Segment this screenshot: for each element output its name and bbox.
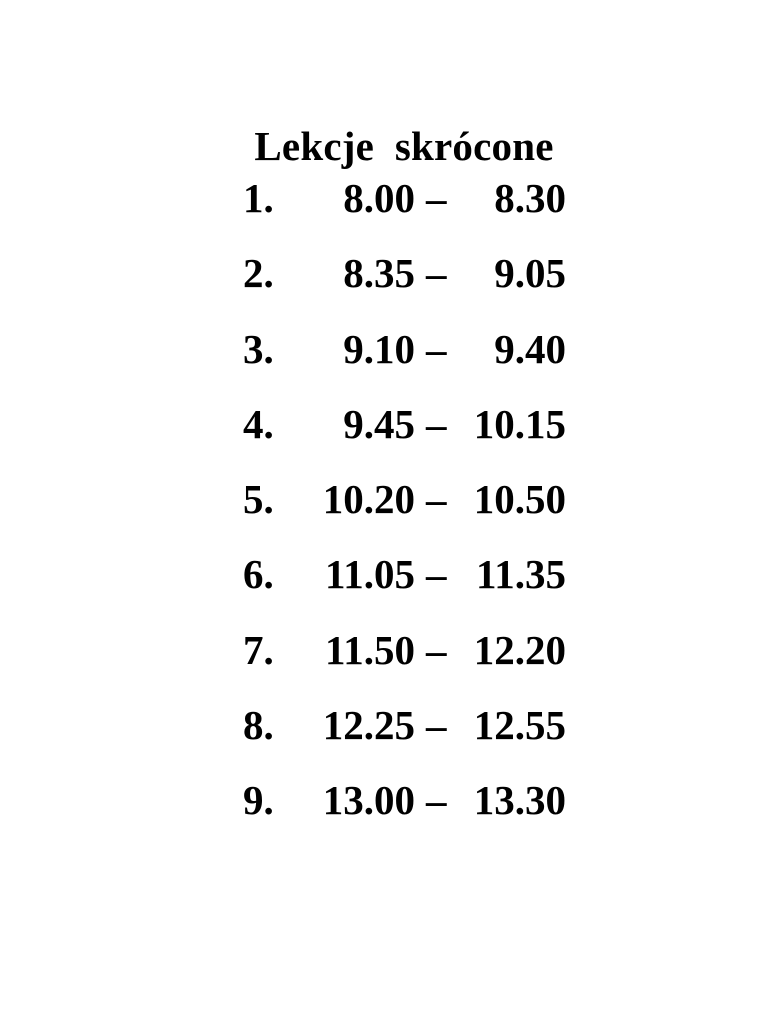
lesson-number: 2. <box>243 250 274 297</box>
time-separator: – <box>426 626 447 673</box>
lesson-end-time: 11.35 <box>476 551 566 598</box>
lesson-start-time: 9.10 <box>343 325 415 372</box>
lesson-end-time: 8.30 <box>494 175 566 221</box>
lesson-start-time: 11.50 <box>325 626 415 673</box>
lesson-start-time: 13.00 <box>322 777 415 824</box>
lesson-row <box>0 626 768 701</box>
lesson-number: 4. <box>243 400 274 447</box>
time-separator: – <box>426 476 447 523</box>
lesson-start-time: 11.05 <box>325 551 415 598</box>
lesson-number: 3. <box>243 325 274 372</box>
lesson-number: 1. <box>243 175 274 221</box>
lesson-start-time: 8.00 <box>343 175 415 221</box>
page-title: Lekcje skrócone <box>254 123 554 169</box>
lesson-number: 7. <box>243 626 274 673</box>
lesson-end-time: 10.50 <box>473 476 566 523</box>
lesson-end-time: 12.55 <box>473 702 566 749</box>
lesson-start-time: 9.45 <box>343 400 415 447</box>
lesson-row <box>0 475 768 550</box>
lesson-start-time: 8.35 <box>343 250 415 297</box>
lesson-number: 5. <box>243 476 274 523</box>
time-separator: – <box>426 325 447 372</box>
lesson-number: 8. <box>243 702 274 749</box>
time-separator: – <box>426 777 447 824</box>
lesson-number: 6. <box>243 551 274 598</box>
time-separator: – <box>426 551 447 598</box>
lesson-row <box>0 776 768 851</box>
time-separator: – <box>426 175 447 221</box>
lesson-row <box>0 550 768 625</box>
lesson-end-time: 12.20 <box>473 626 566 673</box>
lesson-row <box>0 249 768 324</box>
lesson-row <box>0 174 768 249</box>
time-separator: – <box>426 702 447 749</box>
time-separator: – <box>426 400 447 447</box>
lesson-end-time: 9.05 <box>494 250 566 297</box>
lesson-start-time: 10.20 <box>322 476 415 523</box>
lesson-row <box>0 325 768 400</box>
lesson-start-time: 12.25 <box>322 702 415 749</box>
lesson-end-time: 13.30 <box>473 777 566 824</box>
lesson-row <box>0 701 768 776</box>
lesson-end-time: 9.40 <box>494 325 566 372</box>
lesson-number: 9. <box>243 777 274 824</box>
lesson-row <box>0 400 768 475</box>
lesson-end-time: 10.15 <box>473 400 566 447</box>
time-separator: – <box>426 250 447 297</box>
lesson-schedule <box>0 174 768 852</box>
